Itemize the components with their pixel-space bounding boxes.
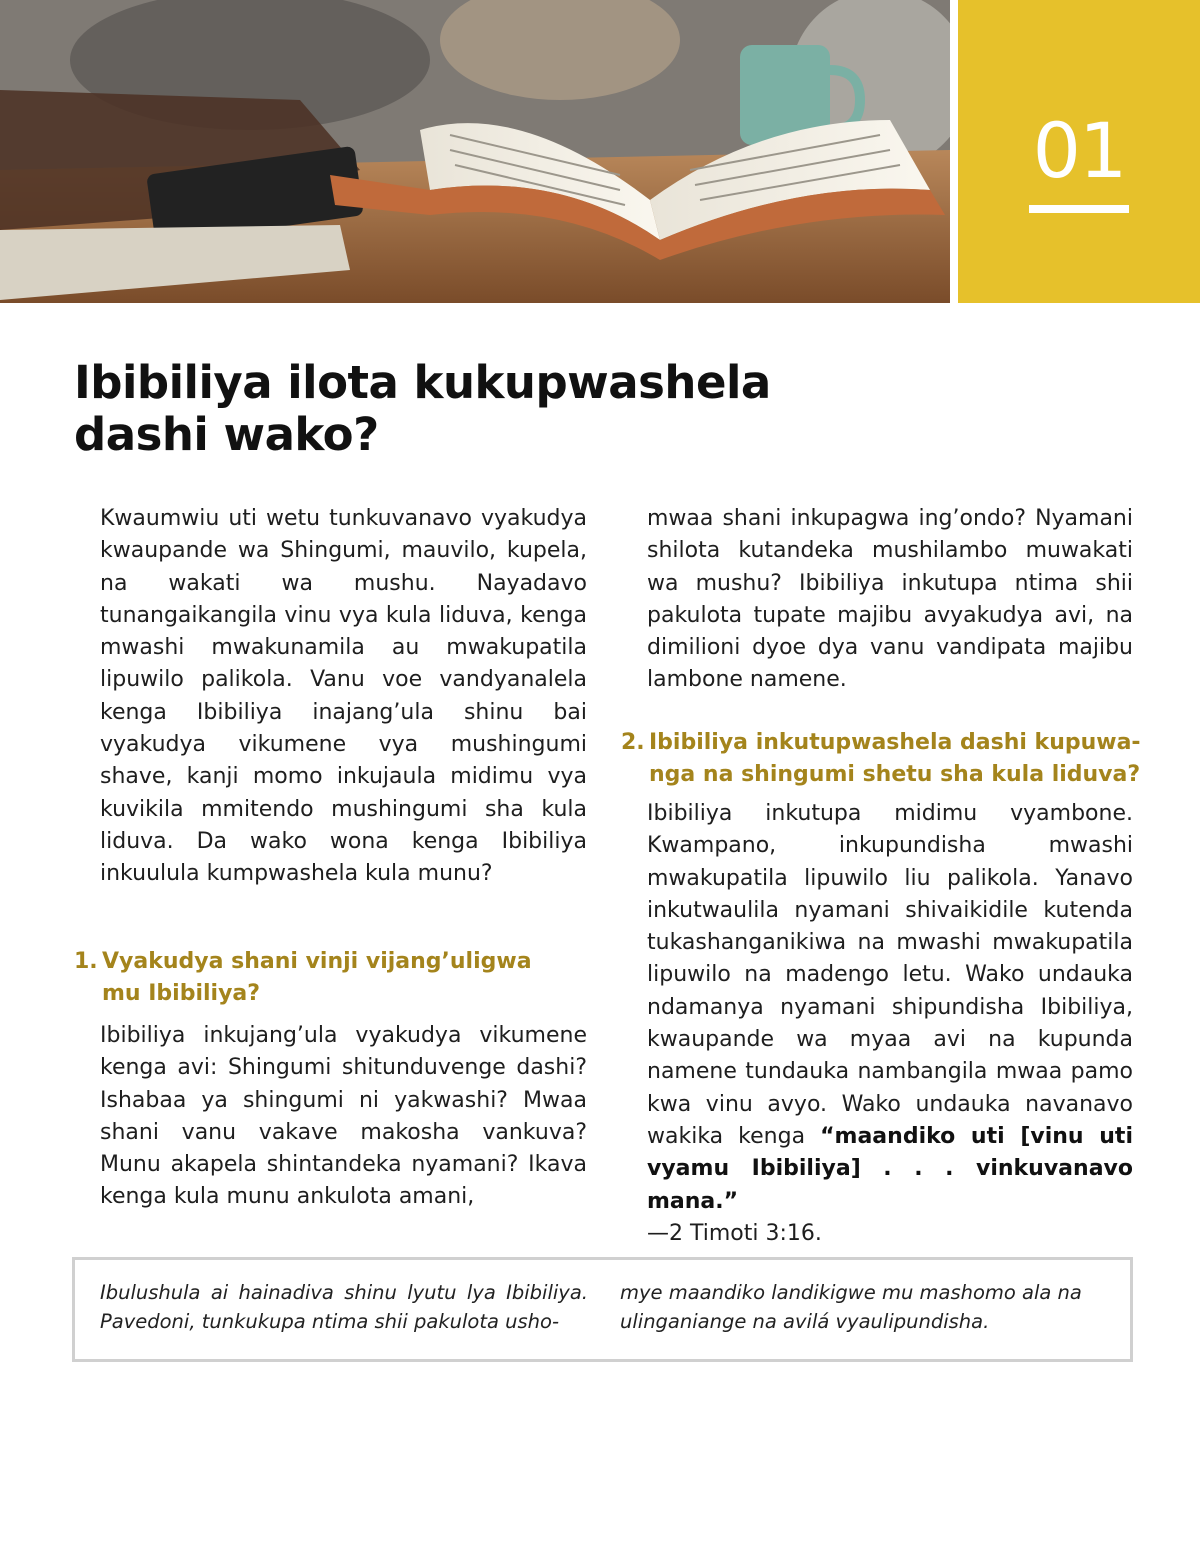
right-column-block [647,503,1133,697]
title-line-1: Ibibiliya ilota kukupwashela [74,356,771,409]
note-text-part-1: Ibulushula ai hainadiva shinu lyutu lya Ibibiliya. Pavedoni, tunkukupa ntima shii pakulota usho- [100,1281,588,1333]
question-2-answer [647,798,1133,1218]
question-1-line-2: mu Ibibiliya? [102,981,261,1006]
open-bible-photo-illustration [0,0,950,303]
intro-paragraph-block [100,503,587,891]
title-line-2: dashi wako? [74,408,379,461]
chapter-number: 01 [1032,106,1126,195]
question-1-line-1: Vyakudya shani vinji vijang’uligwa [102,949,532,974]
article-title [74,357,894,461]
intro-paragraph: Kwaumwiu uti wetu tunkuvanavo vyakudya kwaupande wa Shingumi, mauvilo, kupela, na wakati wa mushu. Nayadavo tunangaikangila vinu vya kula liduva, kenga mwashi mwakunamila au mwakupatila lipuwilo palikola. Vanu voe vandyanalela kenga Ibibiliya inajang’ula shinu bai vyakudya vikumene vya mushingumi shave, kanji momo inkujaula midimu vya kuvikila mmitendo mushingumi sha kula liduva. Da wako wona kenga Ibibiliya inkuulula kumpwashela kula munu? [100,506,587,887]
scripture-quote: “maandiko uti [vinu uti vyamu Ibibiliya] . . . vinkuvanavo mana.” [647,1123,1133,1214]
header-photo [0,0,950,303]
question-1-answer-part-2: mwaa shani inkupagwa ing’ondo? Nyamani shilota kutandeka mushilambo muwakati wa mushu? Ibibiliya inkutupa ntima shii pakulota tupate majibu avyakudya avi, na dimilioni dyoe dya vanu vandipata majibu lambone namene. [647,506,1133,693]
question-2-answer-block [647,798,1133,1250]
question-1-heading [74,946,574,1010]
question-2-line-2: nga na shingumi shetu sha kula liduva? [649,762,1141,787]
chapter-underline [1029,205,1129,213]
question-1-answer-part-1: Ibibiliya inkujang’ula vyakudya vikumene kenga avi: Shingumi shitunduvenge dashi? Ishabaa ya shingumi ni yakwashi? Mwaa shani vanu vakave makosha vankuva? Munu akapela shintandeka nyamani? Ikava kenga kula munu ankulota amani, [100,1023,587,1210]
question-1-number: 1. [74,949,98,974]
question-2-number: 2. [621,730,645,755]
question-2-line-1: Ibibiliya inkutupwashela dashi kupuwa- [649,730,1141,755]
question-2-heading [621,727,1141,791]
note-text-part-2: mye maandiko landikigwe mu mashomo ala na ulinganiange na avilá vyaulipundisha. [620,1281,1082,1333]
scripture-citation: —2 Timoti 3:16. [647,1220,822,1246]
question-2-answer-text: Ibibiliya inkutupa midimu vyambone. Kwampano, inkupundisha mwashi mwakupatila lipuwilo liu palikola. Yanavo inkutwaulila nyamani shivaikidile kutenda tukashanganikiwa na mwashi mwakupatila lipuwilo na madengo letu. Wako undauka ndamanya nyamani shipundisha Ibibiliya, kwaupande wa myaa avi na kupunda namene tundauka nambangila mwaa pamo kwa vinu avyo. Wako undauka navanavo wakika kenga [647,801,1133,1149]
question-1-answer-block [100,1020,587,1214]
